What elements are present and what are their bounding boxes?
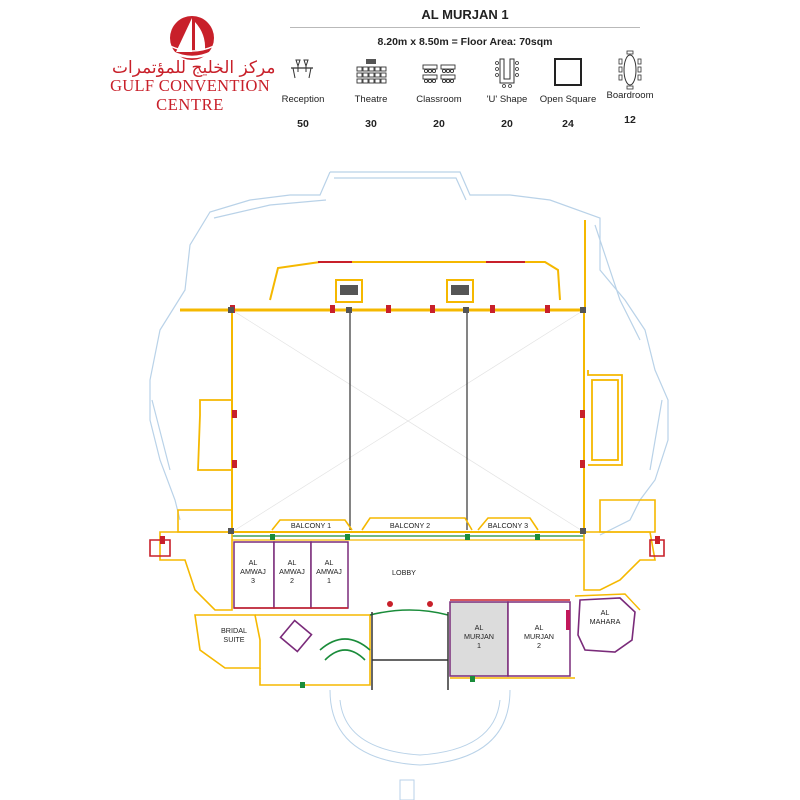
open-square-icon (548, 56, 588, 88)
classroom-label: Classroom (416, 94, 462, 105)
capacity-classroom (404, 56, 474, 130)
capacity-reception (268, 56, 338, 130)
theatre-label: Theatre (354, 94, 388, 105)
floor-plan (0, 150, 800, 800)
al-murjan-2-label: AL MURJAN 2 (524, 623, 554, 650)
balcony-1-label: BALCONY 1 (290, 521, 332, 530)
logo-name-line2: CENTRE (156, 95, 224, 114)
classroom-capacity: 20 (433, 118, 445, 130)
logo-name-line1: GULF CONVENTION (110, 76, 270, 95)
al-mahara-label: AL MAHARA (589, 608, 621, 626)
al-amwaj-2-label: AL AMWAJ 2 (279, 558, 305, 585)
lobby-columns (387, 601, 433, 607)
hall-dimensions: 8.20m x 8.50m = Floor Area: 70sqm (377, 36, 553, 48)
balcony-2-label: BALCONY 2 (389, 521, 431, 530)
reception-label: Reception (281, 94, 325, 105)
lobby-label: LOBBY (392, 568, 416, 577)
capacity-theatre (336, 56, 406, 130)
capacity-u-shape (472, 56, 542, 130)
central-entrance (370, 610, 448, 690)
al-murjan-1-label: AL MURJAN 1 (464, 623, 494, 650)
bridal-suite-label: BRIDAL SUITE (221, 626, 247, 644)
classroom-icon (419, 56, 459, 88)
u-shape-label: 'U' Shape (486, 94, 528, 105)
title-divider (290, 27, 640, 28)
open-square-label: Open Square (539, 94, 597, 105)
theatre-capacity: 30 (365, 118, 377, 130)
capacity-open-square (533, 56, 603, 130)
boardroom-label: Boardroom (606, 90, 654, 101)
logo-arabic-name: مركز الخليج للمؤتمرات (112, 58, 276, 78)
al-amwaj-1-label: AL AMWAJ 1 (316, 558, 342, 585)
u-shape-icon (487, 56, 527, 88)
al-amwaj-3-label: AL AMWAJ 3 (240, 558, 266, 585)
boardroom-icon (610, 50, 650, 90)
open-square-capacity: 24 (562, 118, 574, 130)
boardroom-capacity: 12 (624, 114, 636, 126)
capacity-boardroom (595, 50, 665, 126)
upper-stage (270, 220, 585, 310)
balcony-3-label: BALCONY 3 (487, 521, 529, 530)
entrance-outline (330, 690, 510, 800)
u-shape-capacity: 20 (501, 118, 513, 130)
reception-capacity: 50 (297, 118, 309, 130)
hall-title: AL MURJAN 1 (421, 7, 509, 22)
theatre-icon (351, 56, 391, 88)
main-ballroom (180, 310, 584, 532)
reception-icon (283, 56, 323, 88)
